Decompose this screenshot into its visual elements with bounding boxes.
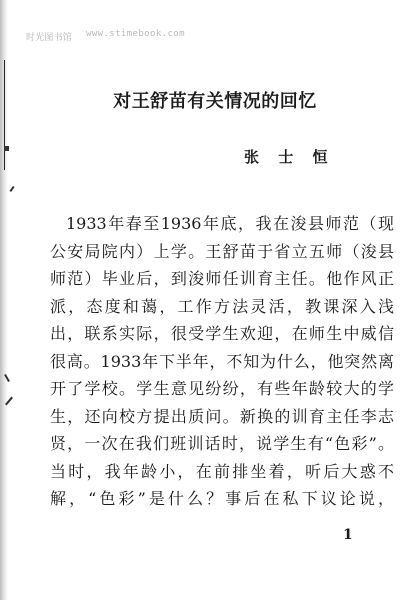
body-line: 师范）毕业后，到浚师任训育主任。他作风正 bbox=[50, 269, 394, 288]
binding-mark bbox=[4, 146, 9, 151]
body-line: 出，联系实际，很受学生欢迎，在师生中威信 bbox=[50, 324, 394, 343]
watermark-site: www.stimebook.com bbox=[86, 29, 185, 39]
body-line: 很高。1933年下半年，不知为什么，他突然离 bbox=[50, 351, 394, 371]
article-title: 对王舒苗有关情况的回忆 bbox=[113, 91, 317, 112]
body-line: 贤，一次在我们班训话时，说学生有“色彩”。 bbox=[50, 434, 394, 453]
body-line: 1933年春至1936年底，我在浚县师范（现 bbox=[66, 214, 394, 233]
watermark-label: 时光图书馆 bbox=[26, 33, 73, 43]
body-line: 派，态度和蔼，工作方法灵活，教课深入浅 bbox=[50, 296, 394, 316]
binding-mark bbox=[4, 60, 5, 170]
body-line: 公安局院内）上学。王舒苗于省立五师（浚县 bbox=[50, 241, 394, 261]
body-line: 生，还向校方提出质问。新换的训育主任李志 bbox=[50, 406, 394, 426]
body-line: 解，“色彩”是什么？事后在私下议论说， bbox=[50, 489, 394, 508]
body-line: 当时，我年龄小，在前排坐着，听后大惑不 bbox=[50, 461, 394, 481]
page-number: 1 bbox=[343, 527, 353, 543]
article-author: 张 士 恒 bbox=[244, 148, 335, 166]
article-body bbox=[50, 210, 394, 513]
body-line: 开了学校。学生意见纷纷，有些年龄较大的学 bbox=[50, 379, 394, 398]
binding-mark bbox=[9, 186, 14, 192]
